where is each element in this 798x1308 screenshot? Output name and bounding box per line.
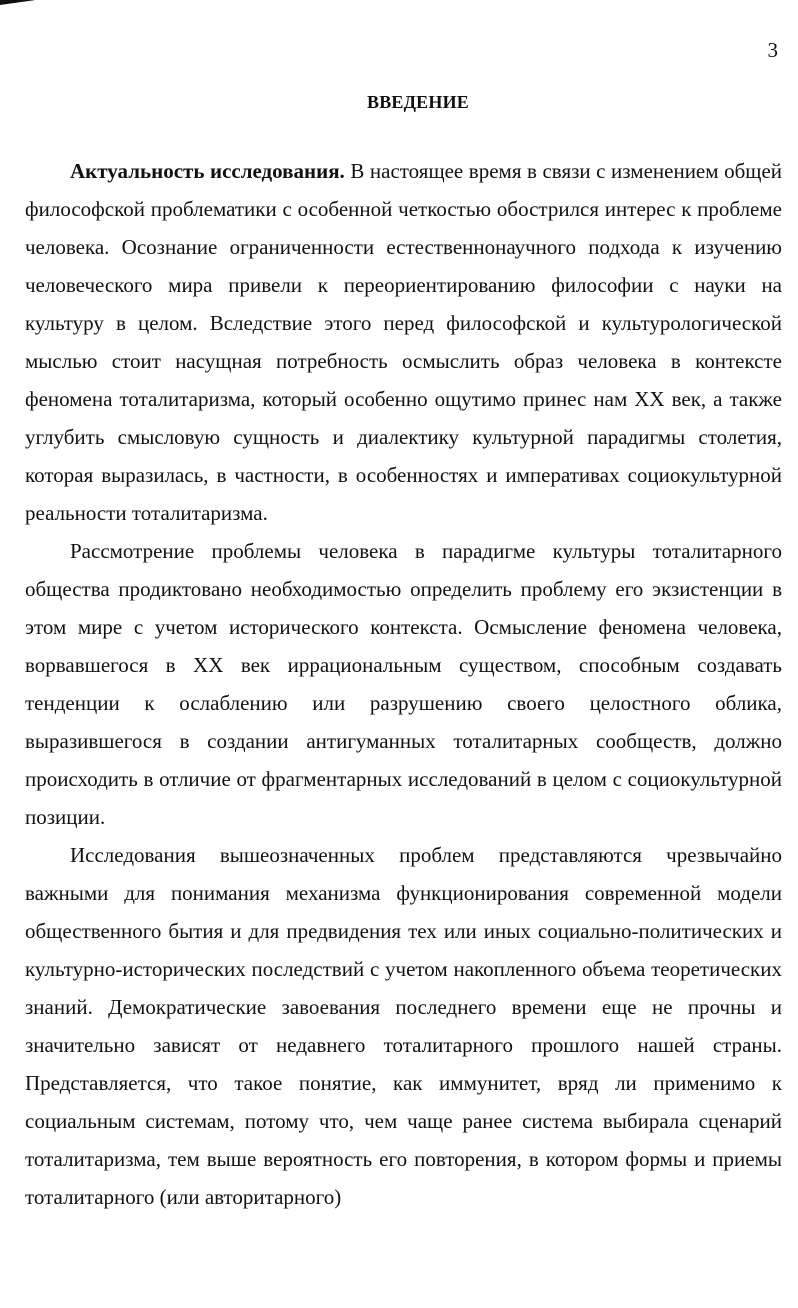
paragraph-relevance bbox=[25, 152, 782, 532]
page-number: 3 bbox=[767, 38, 778, 62]
paragraph-lead: Актуальность исследования. bbox=[70, 159, 345, 183]
paragraph-text: Рассмотрение проблемы человека в парадигме культуры тоталитарного общества продиктовано необходимостью определить проблему его экзистенции в этом мире с учетом исторического контекста. Осмысление феномена человека, ворвавшегося в XX век иррациональным существом, способным создавать тенденции к ослаблению или разрушению своего целостного облика, выразившегося в создании антигуманных тоталитарных сообществ, должно происходить в отличие от фрагментарных исследований в целом с социокультурной позиции. bbox=[25, 539, 782, 829]
paragraph-text: Исследования вышеозначенных проблем представляются чрезвычайно важными для понимания механизма функционирования современной модели общественного бытия и для предвидения тех или иных социально-политических и культурно-исторических последствий с учетом накопленного объема теоретических знаний. Демократические завоевания последнего времени еще не прочны и значительно зависят от недавнего тоталитарного прошлого нашей страны. Представляется, что такое понятие, как иммунитет, вряд ли применимо к социальным системам, потому что, чем чаще ранее система выбирала сценарий тоталитаризма, тем выше вероятность его повторения, в котором формы и приемы тоталитарного (или авторитарного) bbox=[25, 843, 782, 1209]
paragraph-text: В настоящее время в связи с изменением общей философской проблематики с особенной четкостью обострился интерес к проблеме человека. Осознание ограниченности естественнонаучного подхода к изучению человеческого мира привели к переориентированию философии с науки на культуру в целом. Вследствие этого перед философской и культурологической мыслью стоит насущная потребность осмыслить образ человека в контексте феномена тоталитаризма, который особенно ощутимо принес нам XX век, а также углубить смысловую сущность и диалектику культурной парадигмы столетия, которая выразилась, в частности, в особенностях и императивах социокультурной реальности тоталитаризма. bbox=[25, 159, 782, 525]
body-text bbox=[25, 152, 782, 1216]
paragraph-problem bbox=[25, 532, 782, 836]
scan-edge-mark bbox=[0, 0, 34, 5]
page-title: ВВЕДЕНИЕ bbox=[366, 92, 469, 112]
paragraph-importance bbox=[25, 836, 782, 1216]
